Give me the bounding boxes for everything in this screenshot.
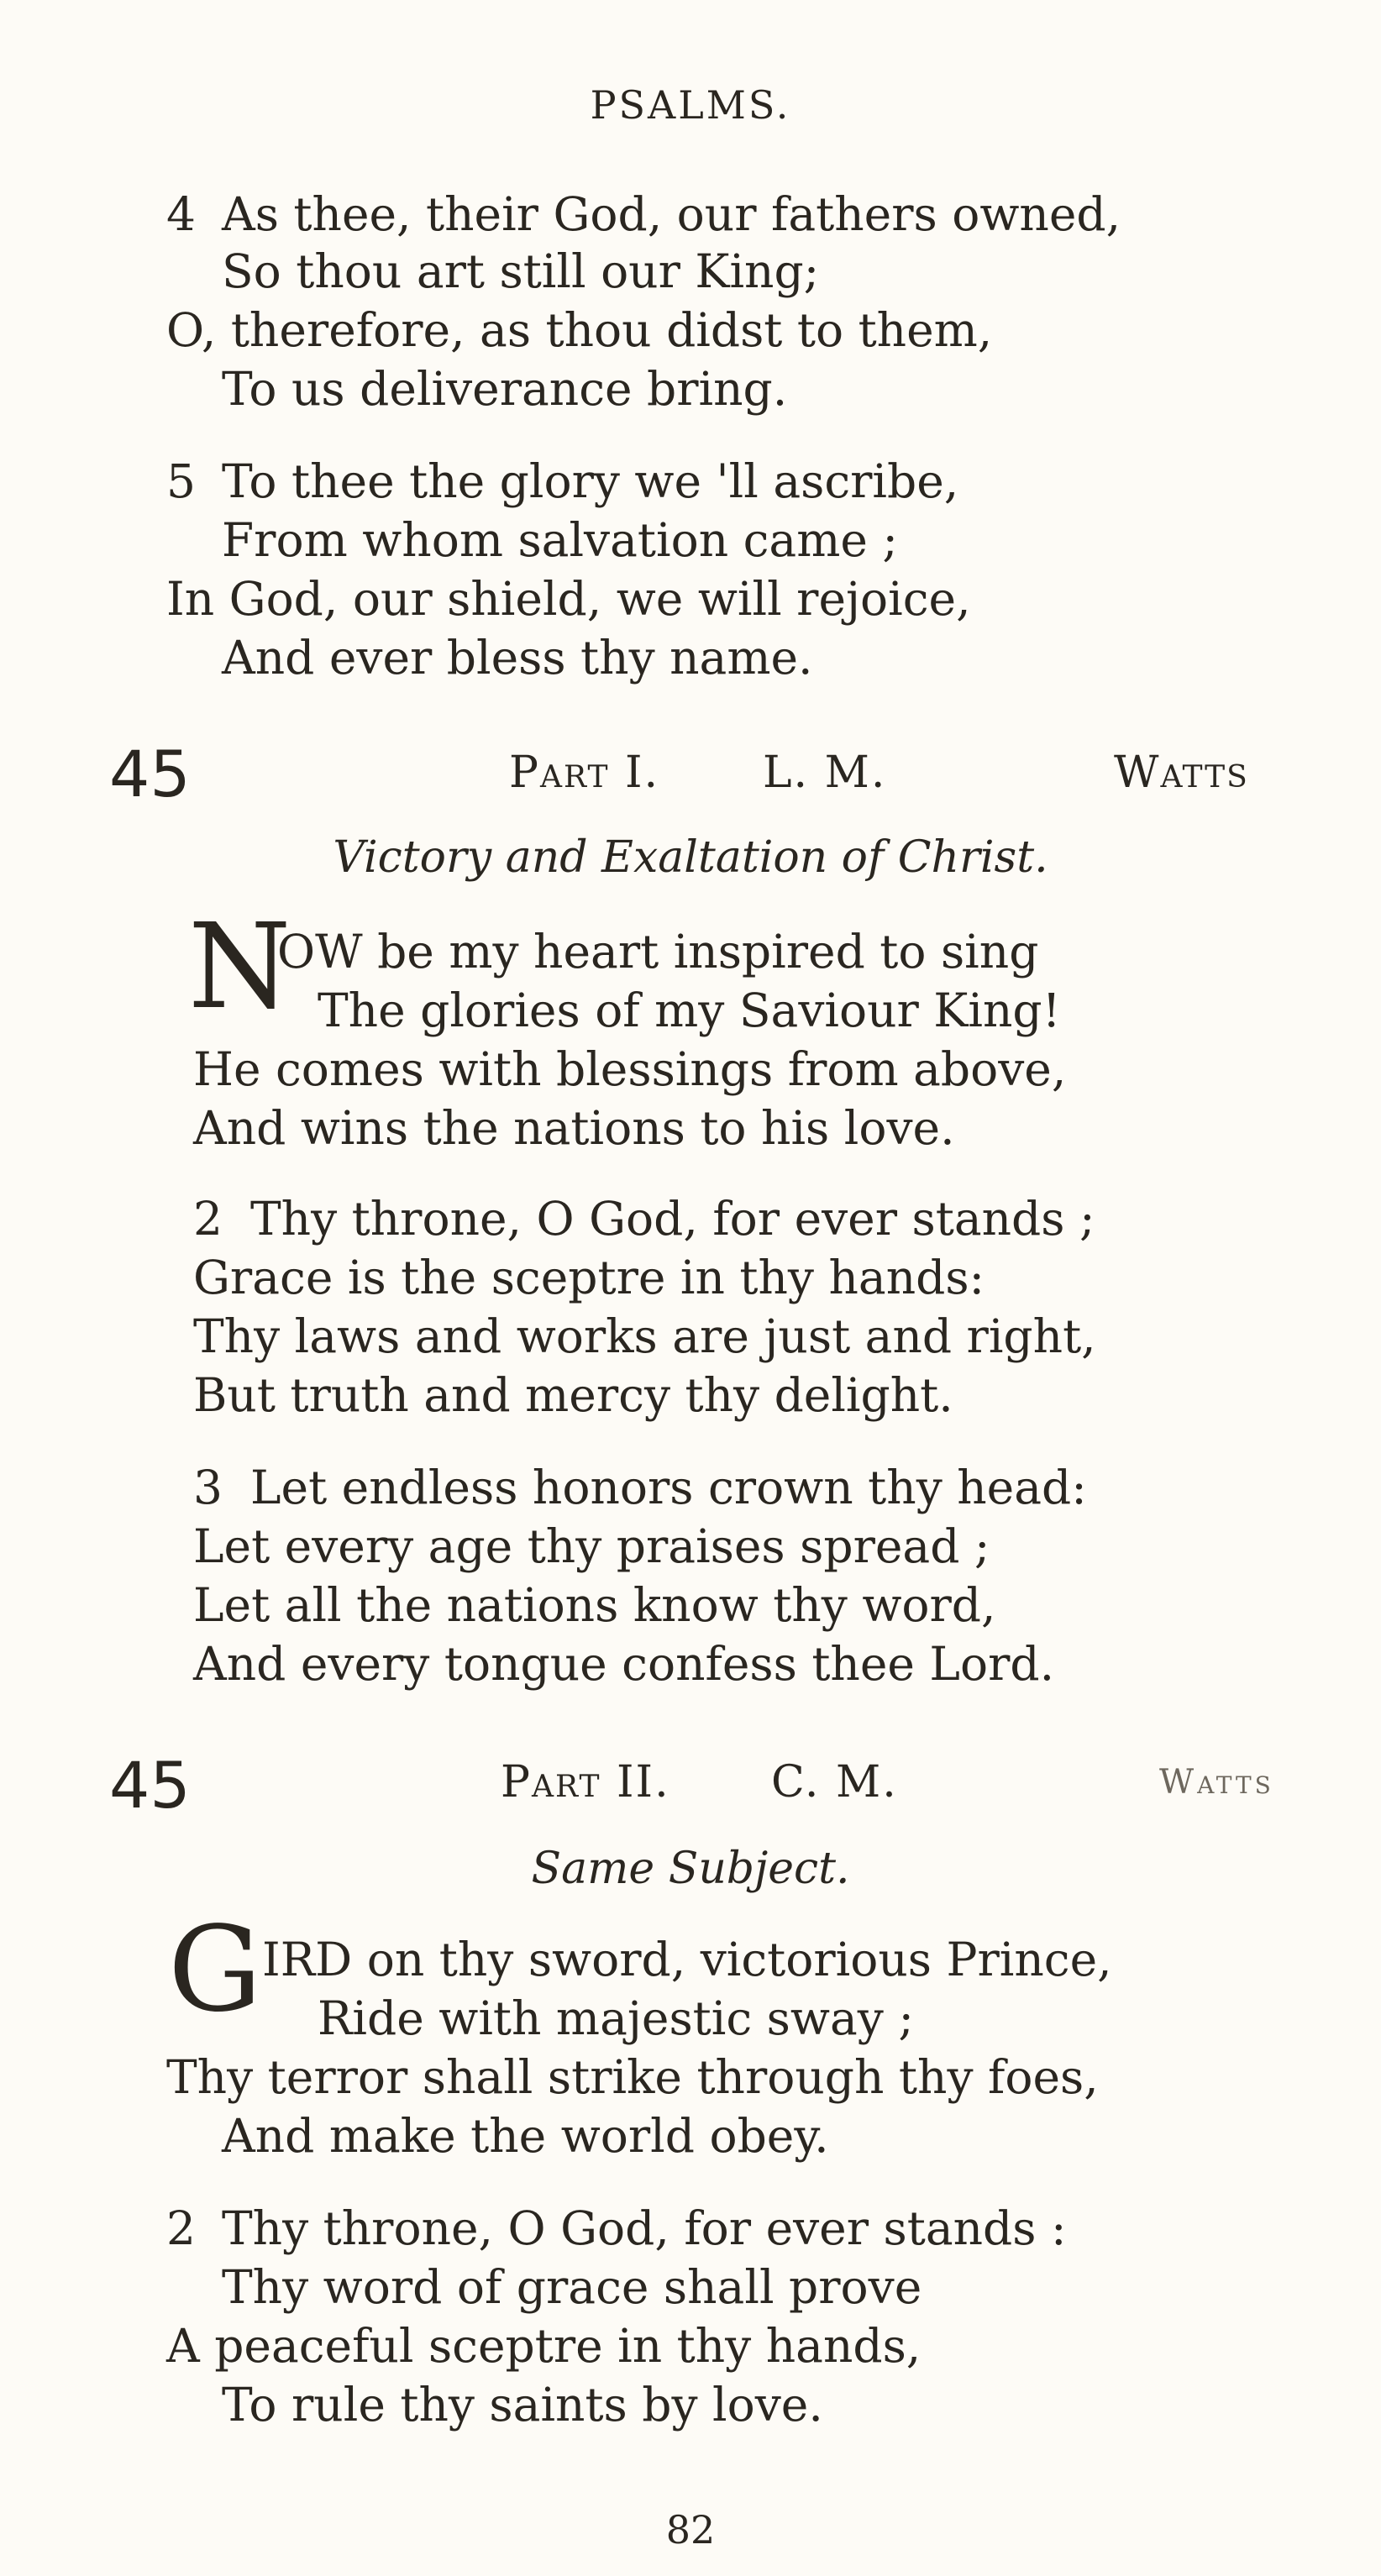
verse-line: OW be my heart inspired to sing xyxy=(277,925,1039,978)
stanza-line xyxy=(166,186,1121,242)
verse-line: Ride with majestic sway ; xyxy=(318,1991,914,2045)
verse-line: And make the world obey. xyxy=(222,2109,829,2163)
hymn-part: Part I. xyxy=(509,748,660,798)
verse-line: And ever bless thy name. xyxy=(222,631,813,685)
verse-line: In God, our shield, we will rejoice, xyxy=(166,572,971,626)
verse-text: Let endless honors crown thy head: xyxy=(250,1461,1087,1514)
verse-line: Thy word of grace shall prove xyxy=(222,2260,922,2314)
verse-text: As thee, their God, our fathers owned, xyxy=(222,187,1121,241)
verse-line: To rule thy saints by love. xyxy=(222,2378,823,2432)
verse-line: He comes with blessings from above, xyxy=(193,1042,1067,1096)
stanza-number: 3 xyxy=(193,1461,223,1514)
verse-line: Let all the nations know thy word, xyxy=(193,1578,996,1632)
hymn-author: Watts xyxy=(1114,748,1249,798)
verse-line: So thou art still our King; xyxy=(222,244,820,298)
stanza-line xyxy=(166,454,958,509)
hymn-title: Same Subject. xyxy=(531,1844,850,1894)
verse-line: O, therefore, as thou didst to them, xyxy=(166,303,993,357)
stanza-line xyxy=(193,1460,1087,1515)
hymn-author: Watts xyxy=(1159,1763,1274,1802)
verse-text: Thy throne, O God, for ever stands : xyxy=(222,2201,1067,2255)
verse-line: A peaceful sceptre in thy hands, xyxy=(166,2319,922,2373)
verse-text: Thy throne, O God, for ever stands ; xyxy=(250,1192,1095,1246)
verse-line: And wins the nations to his love. xyxy=(193,1101,955,1155)
drop-cap: N xyxy=(188,899,291,1036)
stanza-line xyxy=(193,1191,1095,1246)
verse-text: To thee the glory we 'll ascribe, xyxy=(222,454,959,508)
verse-line: Grace is the sceptre in thy hands: xyxy=(193,1251,985,1304)
stanza-number: 2 xyxy=(193,1192,223,1246)
verse-line: The glories of my Saviour King! xyxy=(318,984,1061,1037)
stanza-number: 4 xyxy=(166,187,196,241)
verse-line: Thy terror shall strike through thy foes, xyxy=(166,2050,1099,2104)
verse-line: And every tongue confess thee Lord. xyxy=(193,1637,1055,1691)
verse-line: IRD on thy sword, victorious Prince, xyxy=(262,1933,1112,1986)
hymn-meter: L. M. xyxy=(763,748,887,798)
hymn-part: Part II. xyxy=(501,1757,670,1807)
verse-line: Let every age thy praises spread ; xyxy=(193,1519,990,1573)
stanza-number: 2 xyxy=(166,2201,196,2255)
hymn-meter: C. M. xyxy=(771,1757,898,1807)
hymn-title: Victory and Exaltation of Christ. xyxy=(333,832,1048,883)
verse-line: Thy laws and works are just and right, xyxy=(193,1309,1096,1363)
running-head: PSALMS. xyxy=(590,82,791,128)
stanza-number: 5 xyxy=(166,454,196,508)
drop-cap: G xyxy=(168,1902,262,2038)
hymn-number: 45 xyxy=(109,1748,191,1823)
page-number: 82 xyxy=(665,2507,716,2552)
stanza-line xyxy=(166,2201,1067,2256)
verse-line: But truth and mercy thy delight. xyxy=(193,1368,953,1422)
verse-line: From whom salvation came ; xyxy=(222,513,898,567)
verse-line: To us deliverance bring. xyxy=(222,362,788,416)
hymn-number: 45 xyxy=(109,737,191,811)
